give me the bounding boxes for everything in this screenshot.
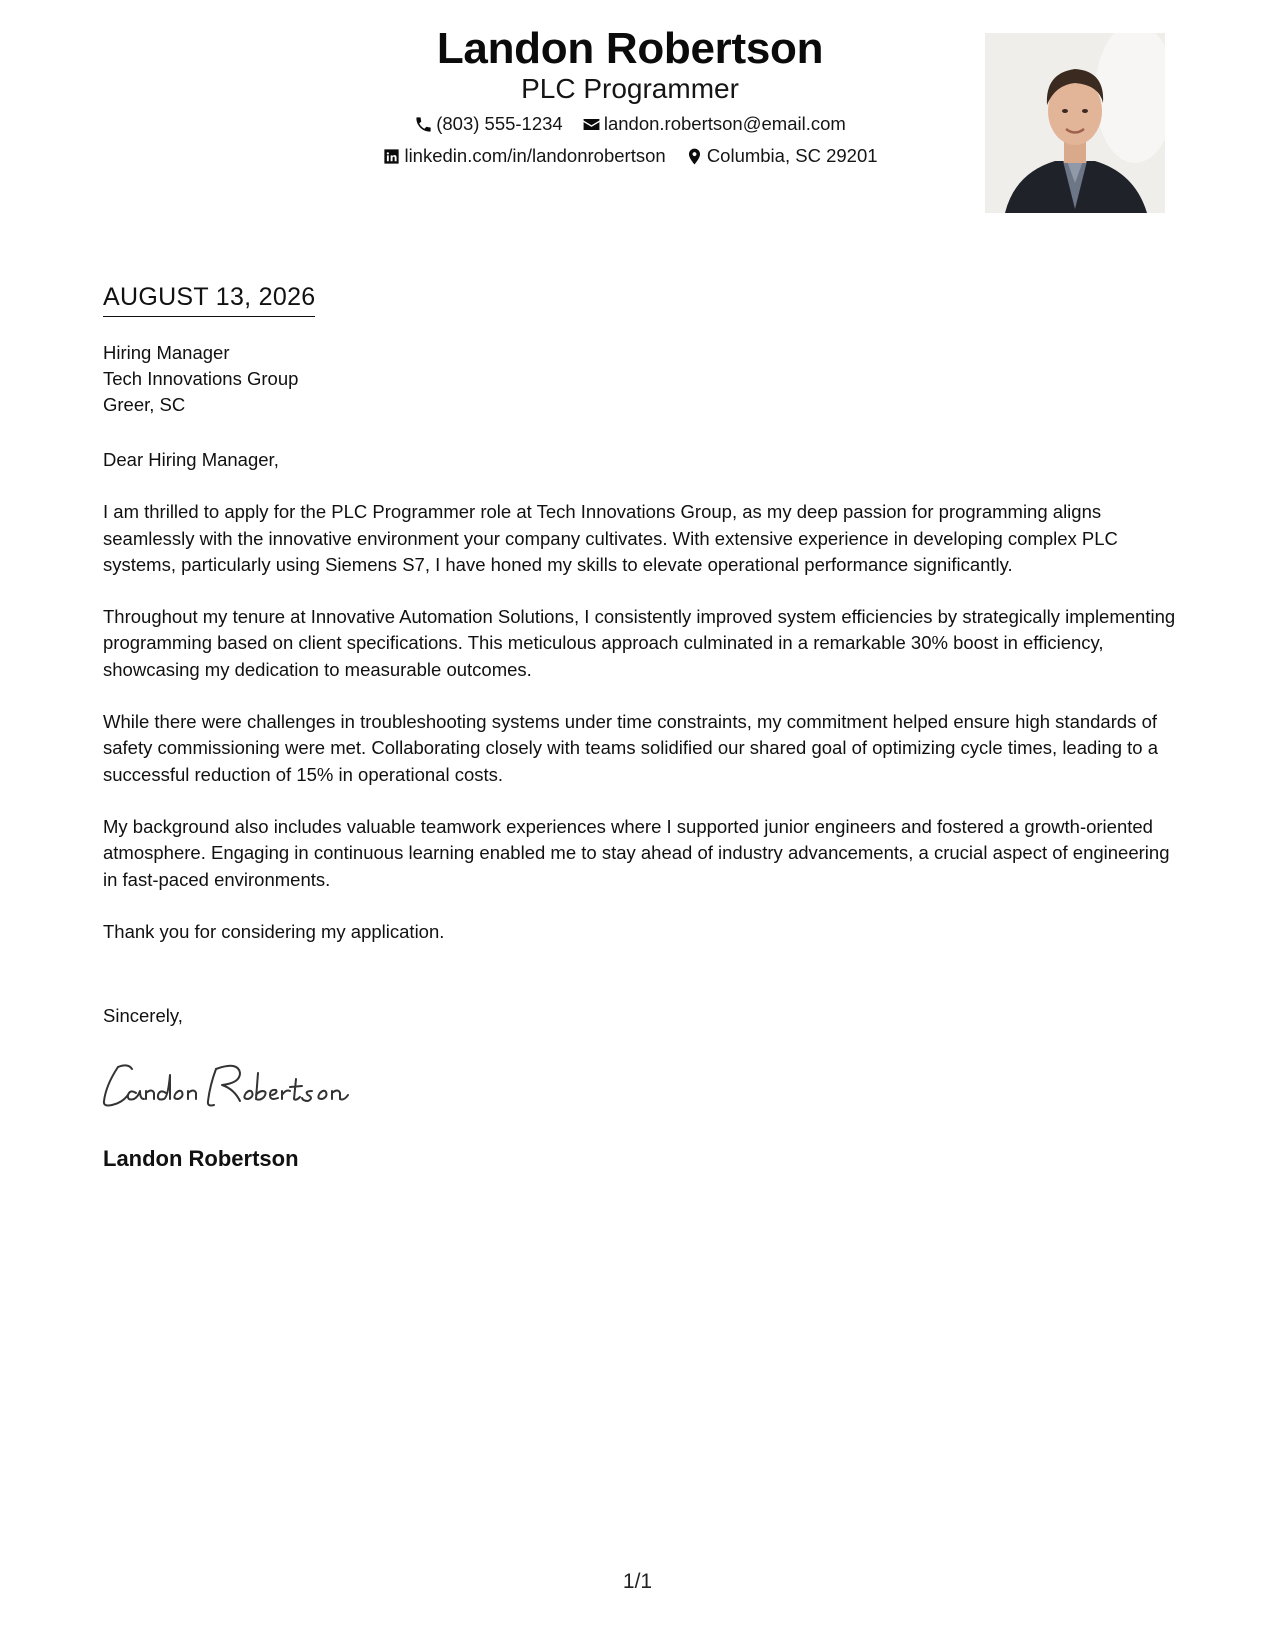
recipient-block xyxy=(103,340,298,418)
contact-phone xyxy=(414,112,563,136)
email-link[interactable]: landon.robertson@email.com xyxy=(603,113,846,134)
closing: Sincerely, xyxy=(103,1005,183,1026)
signer-name: Landon Robertson xyxy=(103,1146,299,1171)
location-text: Columbia, SC 29201 xyxy=(706,145,878,166)
contact-linkedin[interactable] xyxy=(382,144,665,168)
page-number: 1/1 xyxy=(622,1570,653,1593)
letter-date: AUGUST 13, 2026 xyxy=(103,280,315,317)
recipient-location: Greer, SC xyxy=(103,394,186,415)
body-paragraph: While there were challenges in troubleshooting systems under time constraints, my commitment helped ensure high standards of safety commissioning were met. Collaborating closely with teams solidified our shared goal of optimizing cycle times, leading to a successful reduction of 15% in operational costs. xyxy=(103,711,1158,785)
body-paragraph: Throughout my tenure at Innovative Automation Solutions, I consistently improved system efficiencies by strategically implementing programming based on client specifications. This meticulous approach culminated in a remarkable 30% boost in efficiency, showcasing my dedication to measurable outcomes. xyxy=(103,606,1176,680)
body-paragraph: My background also includes valuable teamwork experiences where I supported junior engineers and fostered a growth-oriented atmosphere. Engaging in continuous learning enabled me to stay ahead of industry advancements, a crucial aspect of engineering in fast-paced environments. xyxy=(103,815,1170,890)
letter-header xyxy=(0,0,1275,230)
recipient-company: Tech Innovations Group xyxy=(103,368,299,389)
contact-location xyxy=(685,144,878,168)
contact-email[interactable] xyxy=(582,112,846,136)
profile-photo xyxy=(985,33,1165,213)
phone-text: (803) 555-1234 xyxy=(436,113,563,134)
letter-body xyxy=(103,447,1183,971)
envelope-icon xyxy=(582,115,601,134)
job-title: PLC Programmer xyxy=(521,73,739,104)
body-paragraph: I am thrilled to apply for the PLC Programmer role at Tech Innovations Group, as my deep passion for programming aligns seamlessly with the innovative environment your company cultivates. With extensive experience in developing complex PLC systems, particularly using Siemens S7, I have honed my skills to elevate operational performance significantly. xyxy=(103,501,1118,575)
thanks-line: Thank you for considering my application. xyxy=(103,920,445,942)
phone-icon xyxy=(414,115,433,134)
salutation: Dear Hiring Manager, xyxy=(103,449,279,470)
linkedin-link[interactable]: linkedin.com/in/landonrobertson xyxy=(404,145,666,166)
recipient-title: Hiring Manager xyxy=(103,342,230,363)
applicant-name: Landon Robertson xyxy=(436,24,824,73)
linkedin-icon xyxy=(382,147,401,166)
location-pin-icon xyxy=(685,147,704,166)
handwritten-signature xyxy=(98,1055,368,1115)
